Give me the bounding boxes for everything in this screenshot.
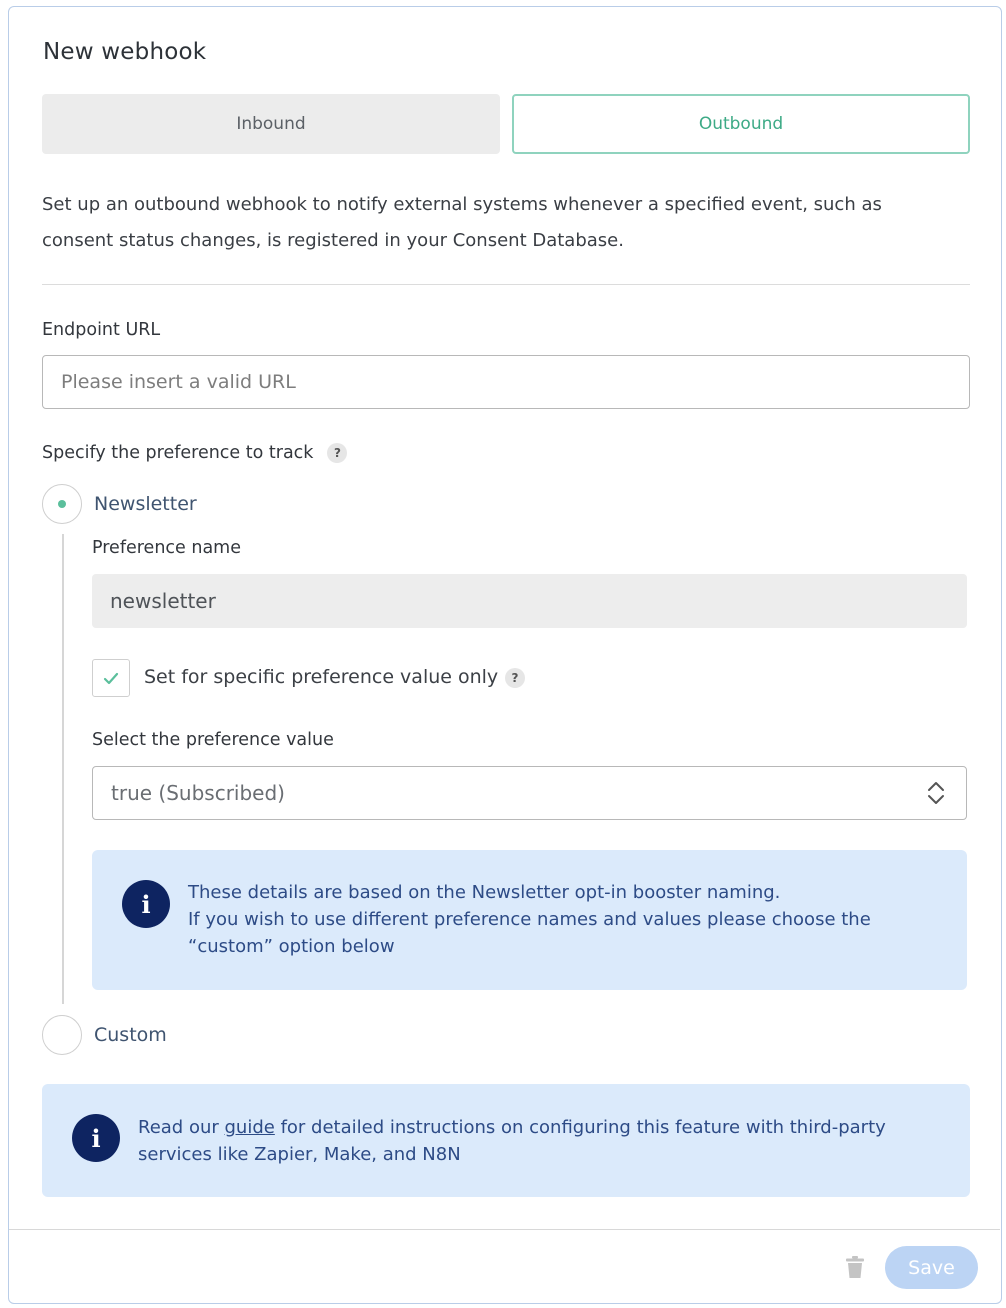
endpoint-url-input[interactable] xyxy=(42,355,970,409)
delete-button[interactable] xyxy=(845,1255,865,1283)
radio-custom-label: Custom xyxy=(94,1024,167,1046)
info-line-2: If you wish to use different preference names and values please choose the xyxy=(188,909,871,930)
footer-divider xyxy=(9,1229,1000,1230)
info-icon: i xyxy=(122,880,170,928)
description-line-1: Set up an outbound webhook to notify external systems whenever a specified event, such as xyxy=(42,194,882,215)
guide-prefix: Read our xyxy=(138,1117,225,1138)
guide-line-1 xyxy=(138,1114,886,1141)
guide-line-2: services like Zapier, Make, and N8N xyxy=(138,1144,461,1165)
tab-outbound[interactable]: Outbound xyxy=(512,94,970,154)
preference-value-selected: true (Subscribed) xyxy=(111,781,285,805)
save-button[interactable]: Save xyxy=(885,1246,978,1289)
preference-value-label: Select the preference value xyxy=(92,730,334,750)
dialog-title: New webhook xyxy=(43,39,207,65)
newsletter-info-text xyxy=(188,879,871,960)
preference-name-label: Preference name xyxy=(92,538,241,558)
guide-info-box xyxy=(42,1084,970,1197)
preference-track-label xyxy=(42,443,347,463)
up-down-chevron-icon xyxy=(926,780,946,806)
section-divider xyxy=(42,284,970,285)
preference-name-value: newsletter xyxy=(110,589,216,613)
option-connector-line xyxy=(62,534,64,1004)
radio-newsletter[interactable] xyxy=(42,484,82,524)
endpoint-url-label: Endpoint URL xyxy=(42,320,161,340)
specific-value-checkbox[interactable] xyxy=(92,659,130,697)
webhook-dialog xyxy=(8,6,1002,1304)
tab-inbound[interactable]: Inbound xyxy=(42,94,500,154)
radio-newsletter-label: Newsletter xyxy=(94,493,197,515)
radio-selected-dot xyxy=(58,500,66,508)
info-line-3: “custom” option below xyxy=(188,936,395,957)
guide-info-text xyxy=(138,1114,886,1168)
help-icon[interactable]: ? xyxy=(327,443,347,463)
preference-track-text: Specify the preference to track xyxy=(42,443,314,463)
preference-name-field xyxy=(92,574,967,628)
newsletter-info-box xyxy=(92,850,967,990)
help-icon[interactable]: ? xyxy=(505,668,525,688)
guide-suffix: for detailed instructions on configuring this feature with third-party xyxy=(274,1117,886,1138)
webhook-description xyxy=(42,187,962,259)
info-icon: i xyxy=(72,1114,120,1162)
check-icon xyxy=(103,672,119,685)
radio-custom[interactable] xyxy=(42,1015,82,1055)
specific-value-checkbox-label: Set for specific preference value only xyxy=(144,666,499,688)
info-line-1: These details are based on the Newsletter opt-in booster naming. xyxy=(188,882,781,903)
guide-link[interactable]: guide xyxy=(224,1117,275,1138)
trash-icon xyxy=(845,1255,865,1279)
preference-value-select[interactable] xyxy=(92,766,967,820)
description-line-2: consent status changes, is registered in your Consent Database. xyxy=(42,230,624,251)
